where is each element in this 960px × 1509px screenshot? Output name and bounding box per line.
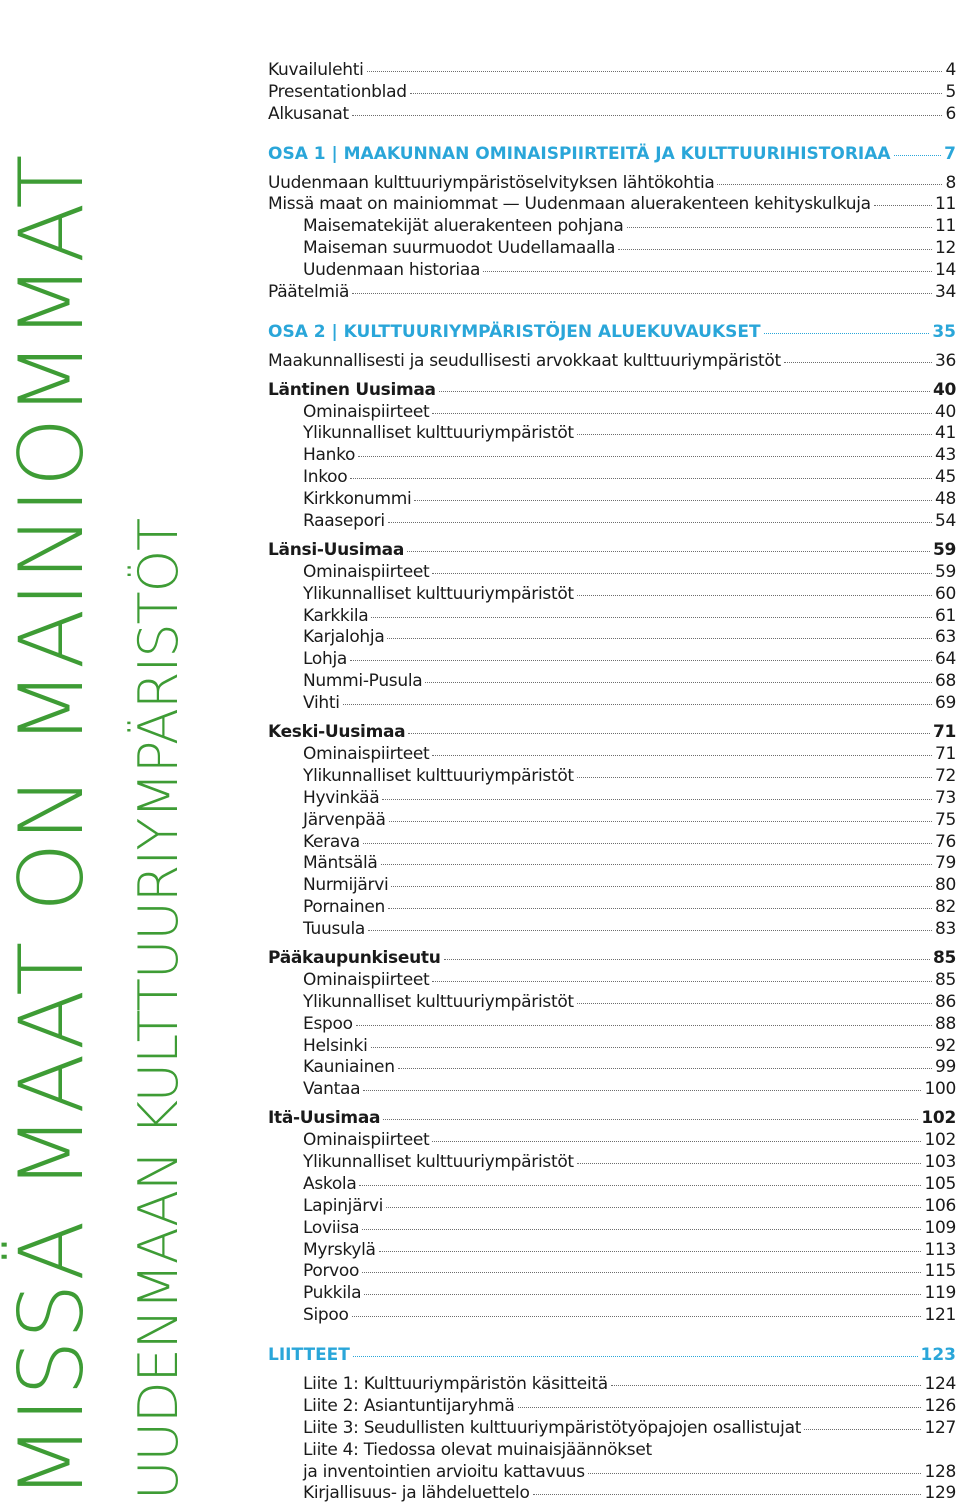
dot-leader	[414, 500, 932, 501]
entry-title: Vihti	[303, 693, 340, 714]
entry-title: Maakunnallisesti ja seudullisesti arvokkaat kulttuuriympäristöt	[268, 350, 781, 371]
dot-leader	[425, 682, 932, 683]
toc-entry[interactable]	[268, 788, 956, 810]
page-number: 59	[934, 561, 956, 582]
page-number: 6	[945, 103, 956, 124]
dot-leader	[408, 733, 930, 734]
page-number: 76	[934, 831, 956, 852]
dot-leader	[381, 864, 932, 865]
toc-entry[interactable]	[268, 1218, 956, 1240]
dot-leader	[353, 1356, 918, 1357]
dot-leader	[367, 71, 943, 72]
toc-entry[interactable]	[268, 1196, 956, 1218]
entry-title: Liite 3: Seudullisten kulttuuriympäristötyöpajojen osallistujat	[303, 1417, 802, 1438]
spine	[0, 0, 200, 1509]
entry-title: Karjalohja	[303, 627, 385, 648]
entry-title: Uudenmaan kulttuuriympäristöselvityksen lähtökohtia	[268, 172, 715, 193]
entry-title: Pukkila	[303, 1283, 362, 1304]
entry-title: Liite 1: Kulttuuriympäristön käsitteitä	[303, 1373, 608, 1394]
dot-leader	[432, 573, 932, 574]
dot-leader	[359, 1185, 921, 1186]
entry-title: Keski-Uusimaa	[268, 722, 406, 743]
page-number: 121	[924, 1305, 956, 1326]
toc-entry[interactable]	[268, 104, 956, 126]
dot-leader	[362, 1229, 921, 1230]
page-number: 85	[932, 947, 956, 968]
entry-title: Nummi-Pusula	[303, 671, 423, 692]
page-number: 7	[944, 143, 956, 164]
entry-title: Ominaispiirteet	[303, 561, 430, 582]
toc-entry[interactable]	[268, 1174, 956, 1196]
dot-leader	[364, 1294, 921, 1295]
toc-entry[interactable]	[268, 919, 956, 941]
entry-title: Mäntsälä	[303, 853, 378, 874]
toc-entry[interactable]	[268, 1418, 956, 1440]
toc-entry[interactable]	[268, 402, 956, 424]
entry-title: Ominaispiirteet	[303, 401, 430, 422]
toc-entry[interactable]	[268, 511, 956, 533]
dot-leader	[444, 959, 930, 960]
page-number: 45	[934, 467, 956, 488]
dot-leader	[407, 551, 930, 552]
entry-title: Askola	[303, 1173, 357, 1194]
entry-title: Itä-Uusimaa	[268, 1108, 381, 1129]
entry-title: Kirjallisuus- ja lähdeluettelo	[303, 1483, 530, 1504]
page-number: 128	[924, 1461, 956, 1482]
page-number: 63	[934, 627, 956, 648]
entry-title: Kuvailulehti	[268, 60, 364, 80]
entry-title: Alkusanat	[268, 103, 349, 124]
toc-entry[interactable]	[268, 1014, 956, 1036]
dot-leader	[371, 617, 932, 618]
entry-title: Hyvinkää	[303, 787, 380, 808]
dot-leader	[577, 595, 932, 596]
entry-title: Kirkkonummi	[303, 489, 412, 510]
page-number: 124	[924, 1373, 956, 1394]
page-number: 92	[934, 1035, 956, 1056]
section-heading[interactable]	[268, 322, 956, 344]
toc-entry[interactable]	[268, 810, 956, 832]
dot-leader	[350, 478, 932, 479]
dot-leader	[362, 1272, 921, 1273]
toc-entry[interactable]	[268, 1305, 956, 1327]
toc-entry[interactable]	[268, 173, 956, 195]
page-number: 8	[945, 172, 956, 193]
dot-leader	[382, 799, 932, 800]
dot-leader	[874, 205, 932, 206]
toc-entry[interactable]	[268, 194, 956, 216]
toc-entry[interactable]	[268, 1079, 956, 1101]
toc-entry[interactable]	[268, 693, 956, 715]
dot-leader	[363, 1090, 921, 1091]
page-number: 71	[934, 743, 956, 764]
dot-leader	[389, 821, 932, 822]
entry-title: Läntinen Uusimaa	[268, 379, 436, 400]
dot-leader	[432, 1141, 921, 1142]
page-number: 35	[932, 321, 956, 342]
toc-entry[interactable]	[268, 1462, 956, 1484]
page-number: 119	[924, 1283, 956, 1304]
entry-title: Hanko	[303, 445, 356, 466]
page-number: 5	[945, 81, 956, 102]
dot-leader	[352, 293, 932, 294]
page-number: 102	[921, 1108, 956, 1129]
page-number: 48	[934, 489, 956, 510]
page-number: 43	[934, 445, 956, 466]
entry-title: Uudenmaan historiaa	[303, 260, 481, 281]
entry-title: Liite 4: Tiedossa olevat muinaisjäännökset	[303, 1439, 652, 1460]
toc-entry[interactable]	[268, 60, 956, 82]
toc-entry[interactable]	[268, 260, 956, 282]
toc-entry[interactable]	[268, 649, 956, 671]
dot-leader	[386, 1207, 921, 1208]
page-number: 64	[934, 649, 956, 670]
dot-leader	[383, 1119, 918, 1120]
page-number: 60	[934, 583, 956, 604]
page-number: 59	[932, 539, 956, 560]
dot-leader	[371, 1047, 932, 1048]
region-heading[interactable]	[268, 948, 956, 970]
page-number: 102	[924, 1130, 956, 1151]
dot-leader	[894, 155, 942, 156]
dot-leader	[350, 660, 932, 661]
page-number: 88	[934, 1013, 956, 1034]
entry-title: Ylikunnalliset kulttuuriympäristöt	[303, 583, 574, 604]
toc-entry[interactable]	[268, 1483, 956, 1505]
toc-entry[interactable]	[268, 1036, 956, 1058]
dot-leader	[398, 1068, 932, 1069]
toc-entry[interactable]	[268, 1283, 956, 1305]
page-number: 80	[934, 875, 956, 896]
dot-leader	[784, 362, 932, 363]
page-number: 61	[934, 605, 956, 626]
entry-title: Ylikunnalliset kulttuuriympäristöt	[303, 765, 574, 786]
toc-entry[interactable]	[268, 467, 956, 489]
entry-title: Nurmijärvi	[303, 875, 389, 896]
entry-title: Kauniainen	[303, 1057, 395, 1078]
toc-entry[interactable]	[268, 445, 956, 467]
dot-leader	[577, 1163, 922, 1164]
page-number: 72	[934, 765, 956, 786]
page-number: 113	[924, 1239, 956, 1260]
page-number: 106	[924, 1195, 956, 1216]
toc-entry[interactable]	[268, 671, 956, 693]
page-number: 105	[924, 1173, 956, 1194]
dot-leader	[388, 908, 932, 909]
page-number: 69	[934, 693, 956, 714]
toc-entry[interactable]	[268, 351, 956, 373]
entry-title: Järvenpää	[303, 809, 386, 830]
entry-title: Ylikunnalliset kulttuuriympäristöt	[303, 423, 574, 444]
page-number: 36	[934, 350, 956, 371]
page-number: 126	[924, 1395, 956, 1416]
toc-entry[interactable]	[268, 766, 956, 788]
page-number: 54	[934, 511, 956, 532]
toc-entry[interactable]	[268, 606, 956, 628]
page-number: 100	[924, 1079, 956, 1100]
dot-leader	[577, 434, 932, 435]
dot-leader	[432, 981, 932, 982]
toc-entry[interactable]	[268, 1374, 956, 1396]
page-number: 40	[932, 379, 956, 400]
dot-leader	[432, 755, 932, 756]
entry-title: Inkoo	[303, 467, 348, 488]
entry-title: Helsinki	[303, 1035, 368, 1056]
page-number: 115	[924, 1261, 956, 1282]
page-number: 85	[934, 969, 956, 990]
entry-title: Karkkila	[303, 605, 369, 626]
page-number: 83	[934, 919, 956, 940]
page-number: 82	[934, 897, 956, 918]
region-heading[interactable]	[268, 540, 956, 562]
toc-entry[interactable]	[268, 562, 956, 584]
entry-title: Ominaispiirteet	[303, 969, 430, 990]
toc-entry[interactable]	[268, 1396, 956, 1418]
entry-title: OSA 2 | KULTTUURIYMPÄRISTÖJEN ALUEKUVAUKSET	[268, 321, 761, 342]
region-heading[interactable]	[268, 1108, 956, 1130]
dot-leader	[439, 391, 930, 392]
entry-title: Porvoo	[303, 1261, 360, 1282]
entry-title: ja inventointien arvioitu kattavuus	[303, 1461, 585, 1482]
dot-leader	[363, 843, 932, 844]
page-number: 4	[945, 60, 956, 80]
region-heading[interactable]	[268, 380, 956, 402]
entry-title: Pornainen	[303, 897, 385, 918]
page-number: 79	[934, 853, 956, 874]
table-of-contents	[268, 60, 956, 1505]
dot-leader	[804, 1429, 921, 1430]
page-number: 71	[932, 722, 956, 743]
toc-entry[interactable]	[268, 282, 956, 304]
spine-subtitle: UUDENMAAN KULTTUURIYMPÄRISTÖT	[127, 518, 190, 1500]
entry-title: Maiseman suurmuodot Uudellamaalla	[303, 238, 616, 259]
toc-entry[interactable]	[268, 832, 956, 854]
dot-leader	[343, 704, 932, 705]
dot-leader	[356, 1025, 932, 1026]
dot-leader	[717, 184, 942, 185]
page-number: 73	[934, 787, 956, 808]
dot-leader	[379, 1251, 922, 1252]
page-number: 11	[934, 194, 956, 215]
dot-leader	[410, 93, 943, 94]
dot-leader	[611, 1385, 922, 1386]
entry-title: Ominaispiirteet	[303, 743, 430, 764]
toc-entry[interactable]	[268, 216, 956, 238]
toc-entry[interactable]	[268, 992, 956, 1014]
entry-title: Presentationblad	[268, 81, 407, 102]
page-number: 11	[934, 216, 956, 237]
entry-title: Espoo	[303, 1013, 353, 1034]
dot-leader	[764, 333, 930, 334]
dot-leader	[627, 227, 932, 228]
entry-title: Loviisa	[303, 1217, 360, 1238]
page-number: 86	[934, 991, 956, 1012]
toc-entry[interactable]	[268, 875, 956, 897]
page-number: 40	[934, 401, 956, 422]
dot-leader	[577, 1003, 932, 1004]
dot-leader	[388, 522, 932, 523]
entry-title: Ominaispiirteet	[303, 1130, 430, 1151]
page-number: 129	[924, 1483, 956, 1504]
dot-leader	[618, 249, 932, 250]
dot-leader	[387, 638, 932, 639]
entry-title: Päätelmiä	[268, 282, 350, 303]
toc-entry[interactable]	[268, 82, 956, 104]
section-heading[interactable]	[268, 144, 956, 166]
entry-title: LIITTEET	[268, 1345, 350, 1366]
toc-entry[interactable]	[268, 489, 956, 511]
toc-entry[interactable]	[268, 853, 956, 875]
dot-leader	[368, 930, 932, 931]
entry-title: Maisematekijät aluerakenteen pohjana	[303, 216, 624, 237]
page-number: 99	[934, 1057, 956, 1078]
dot-leader	[577, 777, 932, 778]
toc-entry[interactable]	[268, 238, 956, 260]
entry-title: Liite 2: Asiantuntijaryhmä	[303, 1395, 515, 1416]
spine-title: MISSÄ MAAT ON MAINIOMMAT	[0, 153, 103, 1500]
page-number: 68	[934, 671, 956, 692]
entry-title: Tuusula	[303, 919, 366, 940]
entry-title: Missä maat on mainiommat — Uudenmaan aluerakenteen kehityskulkuja	[268, 194, 871, 215]
region-heading[interactable]	[268, 722, 956, 744]
toc-entry[interactable]	[268, 423, 956, 445]
toc-entry[interactable]	[268, 584, 956, 606]
page-number: 103	[924, 1151, 956, 1172]
page-number: 75	[934, 809, 956, 830]
page-number: 123	[920, 1345, 956, 1366]
toc-entry[interactable]	[268, 627, 956, 649]
dot-leader	[391, 886, 932, 887]
entry-title: Lapinjärvi	[303, 1195, 384, 1216]
entry-title: OSA 1 | MAAKUNNAN OMINAISPIIRTEITÄ JA KULTTUURIHISTORIAA	[268, 143, 891, 164]
toc-entry[interactable]	[268, 1152, 956, 1174]
entry-title: Ylikunnalliset kulttuuriympäristöt	[303, 1151, 574, 1172]
toc-entry[interactable]	[268, 744, 956, 766]
entry-title: Myrskylä	[303, 1239, 376, 1260]
page-number: 34	[934, 282, 956, 303]
entry-title: Lohja	[303, 649, 347, 670]
page-number: 109	[924, 1217, 956, 1238]
dot-leader	[352, 115, 943, 116]
dot-leader	[352, 1316, 922, 1317]
toc-entry[interactable]	[268, 1440, 956, 1462]
page-number: 14	[934, 260, 956, 281]
entry-title: Pääkaupunkiseutu	[268, 947, 441, 968]
entry-title: Kerava	[303, 831, 360, 852]
entry-title: Länsi-Uusimaa	[268, 539, 405, 560]
dot-leader	[432, 413, 932, 414]
toc-entry[interactable]	[268, 970, 956, 992]
toc-entry[interactable]	[268, 1130, 956, 1152]
dot-leader	[483, 271, 932, 272]
entry-title: Ylikunnalliset kulttuuriympäristöt	[303, 991, 574, 1012]
page-number: 41	[934, 423, 956, 444]
toc-entry[interactable]	[268, 1057, 956, 1079]
page-number: 12	[934, 238, 956, 259]
entry-title: Raasepori	[303, 511, 385, 532]
entry-title: Sipoo	[303, 1305, 349, 1326]
toc-entry[interactable]	[268, 1261, 956, 1283]
entry-title: Vantaa	[303, 1079, 361, 1100]
section-heading[interactable]	[268, 1345, 956, 1367]
dot-leader	[588, 1473, 922, 1474]
toc-entry[interactable]	[268, 897, 956, 919]
dot-leader	[358, 456, 932, 457]
dot-leader	[518, 1407, 922, 1408]
toc-entry[interactable]	[268, 1240, 956, 1262]
page-number: 127	[924, 1417, 956, 1438]
dot-leader	[533, 1494, 922, 1495]
